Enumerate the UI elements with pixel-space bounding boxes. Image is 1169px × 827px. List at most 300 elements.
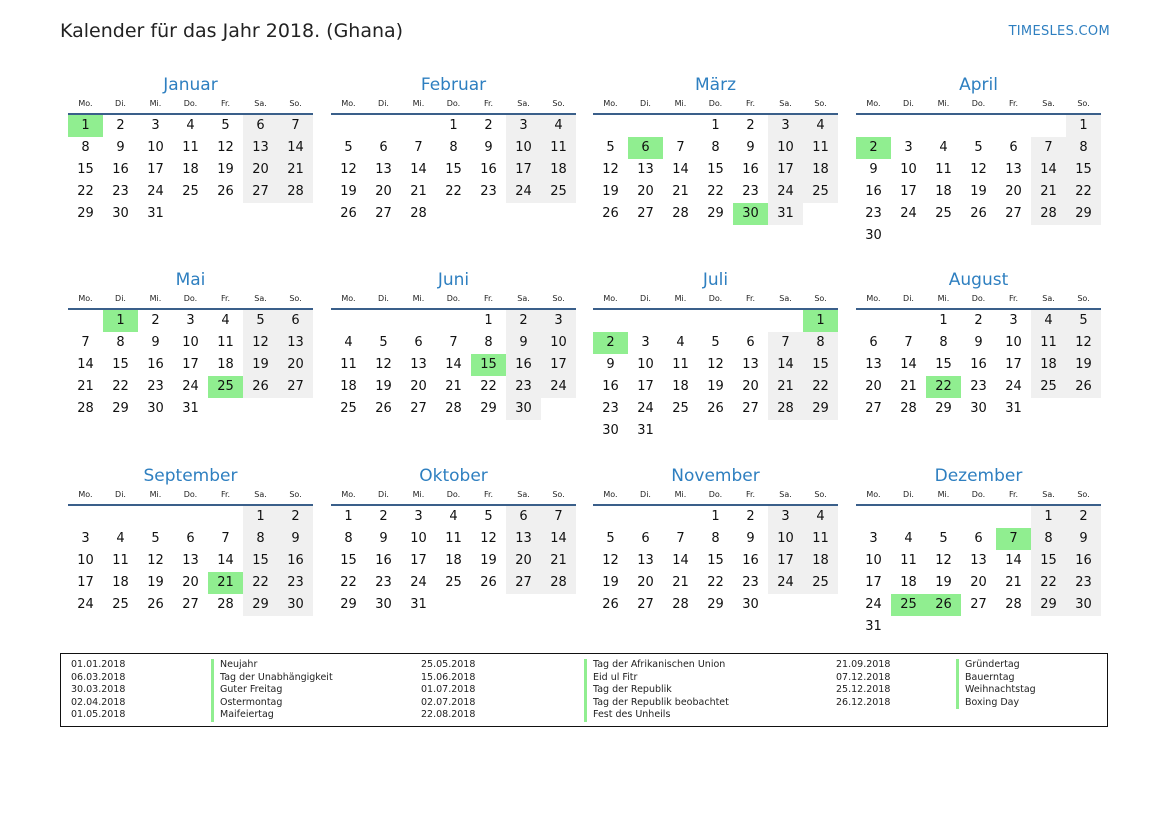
empty-cell bbox=[856, 115, 891, 137]
empty-cell bbox=[663, 115, 698, 137]
day-cell: 31 bbox=[1005, 401, 1022, 416]
weekday-label: Mo. bbox=[341, 490, 356, 499]
weekday-label: Mo. bbox=[78, 294, 93, 303]
legend-holiday-name: Tag der Republik bbox=[584, 684, 672, 697]
weekday-label: Do. bbox=[708, 294, 723, 303]
weekday-label: Di. bbox=[115, 294, 126, 303]
day-cell: 12 bbox=[1066, 332, 1101, 354]
day-cell: 19 bbox=[480, 553, 497, 568]
day-cell: 29 bbox=[480, 401, 497, 416]
day-cell: 25 bbox=[182, 184, 199, 199]
day-cell: 1 bbox=[939, 313, 948, 328]
day-cell: 20 bbox=[970, 575, 987, 590]
weekday-label: Fr. bbox=[1008, 490, 1019, 499]
day-cell: 4 bbox=[676, 335, 685, 350]
day-cell: 26 bbox=[480, 575, 497, 590]
empty-cell bbox=[926, 115, 961, 137]
day-cell: 23 bbox=[1066, 572, 1101, 594]
day-grid bbox=[331, 310, 576, 420]
legend-holiday-name: Tag der Unabhängigkeit bbox=[211, 672, 333, 685]
day-cell: 25 bbox=[935, 206, 952, 221]
weekday-label: Fr. bbox=[745, 294, 756, 303]
day-cell: 10 bbox=[900, 162, 917, 177]
day-cell: 14 bbox=[278, 137, 313, 159]
day-cell: 2 bbox=[116, 118, 125, 133]
day-cell: 26 bbox=[243, 376, 278, 398]
empty-cell bbox=[891, 506, 926, 528]
day-cell: 18 bbox=[803, 159, 838, 181]
empty-cell bbox=[961, 506, 996, 528]
day-cell: 22 bbox=[803, 376, 838, 398]
legend-date: 01.07.2018 bbox=[421, 684, 476, 696]
weekday-header bbox=[593, 488, 838, 506]
day-cell: 26 bbox=[217, 184, 234, 199]
empty-cell bbox=[68, 310, 103, 332]
weekday-header bbox=[331, 97, 576, 115]
day-cell: 12 bbox=[217, 140, 234, 155]
weekday-label: Sa. bbox=[254, 490, 267, 499]
weekday-label: Mo. bbox=[866, 490, 881, 499]
day-cell: 1 bbox=[711, 509, 720, 524]
day-cell: 26 bbox=[707, 401, 724, 416]
day-cell: 16 bbox=[278, 550, 313, 572]
day-cell: 30 bbox=[742, 597, 759, 612]
legend-date: 01.01.2018 bbox=[71, 659, 126, 670]
empty-cell bbox=[926, 506, 961, 528]
day-cell: 14 bbox=[445, 357, 462, 372]
empty-cell bbox=[891, 310, 926, 332]
empty-cell bbox=[331, 310, 366, 332]
month-name: Juli bbox=[702, 270, 729, 290]
day-cell: 25 bbox=[445, 575, 462, 590]
day-cell: 10 bbox=[182, 335, 199, 350]
day-cell: 18 bbox=[112, 575, 129, 590]
day-cell: 15 bbox=[445, 162, 462, 177]
day-cell: 30 bbox=[970, 401, 987, 416]
empty-cell bbox=[401, 310, 436, 332]
day-cell: 24 bbox=[410, 575, 427, 590]
weekday-label: So. bbox=[289, 490, 302, 499]
day-cell: 31 bbox=[410, 597, 427, 612]
day-cell: 4 bbox=[116, 531, 125, 546]
day-cell: 23 bbox=[112, 184, 129, 199]
day-cell: 9 bbox=[151, 335, 160, 350]
day-cell: 28 bbox=[410, 206, 427, 221]
weekday-label: Sa. bbox=[1042, 294, 1055, 303]
day-cell: 9 bbox=[506, 332, 541, 354]
weekday-label: So. bbox=[814, 294, 827, 303]
day-cell: 25 bbox=[112, 597, 129, 612]
day-cell: 11 bbox=[900, 553, 917, 568]
weekday-header bbox=[331, 488, 576, 506]
weekday-label: Mi. bbox=[149, 490, 162, 499]
empty-cell bbox=[961, 115, 996, 137]
weekday-label: Do. bbox=[446, 99, 461, 108]
weekday-label: Sa. bbox=[779, 99, 792, 108]
day-cell: 6 bbox=[974, 531, 983, 546]
legend-date: 30.03.2018 bbox=[71, 684, 126, 696]
empty-cell bbox=[436, 310, 471, 332]
day-cell: 9 bbox=[278, 528, 313, 550]
weekday-label: Mo. bbox=[78, 99, 93, 108]
day-cell: 26 bbox=[340, 206, 357, 221]
day-cell: 23 bbox=[742, 184, 759, 199]
day-cell: 13 bbox=[410, 357, 427, 372]
day-cell: 14 bbox=[1005, 553, 1022, 568]
day-cell: 19 bbox=[935, 575, 952, 590]
day-cell: 17 bbox=[900, 184, 917, 199]
month-name: Mai bbox=[175, 270, 206, 290]
day-cell: 12 bbox=[707, 357, 724, 372]
day-cell: 18 bbox=[541, 159, 576, 181]
day-cell: 11 bbox=[445, 531, 462, 546]
day-cell: 10 bbox=[865, 553, 882, 568]
day-cell: 13 bbox=[637, 162, 654, 177]
day-cell: 22 bbox=[112, 379, 129, 394]
day-cell: 28 bbox=[77, 401, 94, 416]
day-cell: 27 bbox=[243, 181, 278, 203]
weekday-label: Fr. bbox=[745, 490, 756, 499]
day-cell: 15 bbox=[1031, 550, 1066, 572]
day-cell: 28 bbox=[541, 572, 576, 594]
day-cell: 22 bbox=[77, 184, 94, 199]
day-cell: 26 bbox=[147, 597, 164, 612]
day-cell: 19 bbox=[147, 575, 164, 590]
day-cell: 20 bbox=[1005, 184, 1022, 199]
day-cell: 7 bbox=[414, 140, 423, 155]
day-cell: 8 bbox=[449, 140, 458, 155]
day-cell: 8 bbox=[81, 140, 90, 155]
month-name: März bbox=[695, 75, 736, 95]
day-cell: 24 bbox=[865, 597, 882, 612]
day-cell: 6 bbox=[506, 506, 541, 528]
day-cell: 13 bbox=[1005, 162, 1022, 177]
empty-cell bbox=[138, 506, 173, 528]
weekday-label: Mi. bbox=[412, 294, 425, 303]
day-cell: 21 bbox=[1031, 181, 1066, 203]
day-cell: 22 bbox=[707, 184, 724, 199]
day-cell: 4 bbox=[803, 506, 838, 528]
day-cell: 23 bbox=[480, 184, 497, 199]
month-name: September bbox=[143, 466, 238, 486]
weekday-label: So. bbox=[289, 99, 302, 108]
holiday-day-cell: 1 bbox=[803, 310, 838, 332]
day-cell: 20 bbox=[410, 379, 427, 394]
day-cell: 24 bbox=[637, 401, 654, 416]
day-cell: 20 bbox=[375, 184, 392, 199]
day-cell: 8 bbox=[803, 332, 838, 354]
day-cell: 21 bbox=[278, 159, 313, 181]
day-cell: 16 bbox=[602, 379, 619, 394]
day-cell: 10 bbox=[768, 137, 803, 159]
day-cell: 27 bbox=[637, 206, 654, 221]
day-cell: 19 bbox=[602, 184, 619, 199]
day-cell: 16 bbox=[865, 184, 882, 199]
legend-holiday-name: Eid ul Fitr bbox=[584, 672, 637, 685]
day-cell: 13 bbox=[637, 553, 654, 568]
day-cell: 29 bbox=[1066, 203, 1101, 225]
day-cell: 11 bbox=[340, 357, 357, 372]
month-block bbox=[856, 268, 1101, 420]
legend-date: 22.08.2018 bbox=[421, 709, 476, 721]
day-cell: 12 bbox=[935, 553, 952, 568]
day-cell: 25 bbox=[672, 401, 689, 416]
legend-holiday-name: Boxing Day bbox=[956, 697, 1019, 710]
weekday-label: Di. bbox=[378, 99, 389, 108]
legend-holiday-name: Fest des Unheils bbox=[584, 709, 670, 722]
day-cell: 14 bbox=[1031, 159, 1066, 181]
day-cell: 21 bbox=[900, 379, 917, 394]
month-name: August bbox=[948, 270, 1009, 290]
weekday-label: Mo. bbox=[78, 490, 93, 499]
day-cell: 18 bbox=[900, 575, 917, 590]
day-cell: 6 bbox=[1009, 140, 1018, 155]
weekday-header bbox=[593, 97, 838, 115]
day-cell: 18 bbox=[1031, 354, 1066, 376]
day-cell: 2 bbox=[1066, 506, 1101, 528]
empty-cell bbox=[173, 506, 208, 528]
empty-cell bbox=[401, 115, 436, 137]
weekday-label: So. bbox=[1077, 99, 1090, 108]
day-cell: 23 bbox=[147, 379, 164, 394]
day-cell: 18 bbox=[672, 379, 689, 394]
day-cell: 13 bbox=[243, 137, 278, 159]
day-cell: 14 bbox=[217, 553, 234, 568]
day-cell: 26 bbox=[970, 206, 987, 221]
day-cell: 20 bbox=[506, 550, 541, 572]
day-cell: 16 bbox=[970, 357, 987, 372]
weekday-label: Mi. bbox=[674, 99, 687, 108]
day-cell: 5 bbox=[606, 531, 615, 546]
weekday-label: So. bbox=[552, 490, 565, 499]
holiday-day-cell: 21 bbox=[208, 572, 243, 594]
day-cell: 29 bbox=[1031, 594, 1066, 616]
day-cell: 19 bbox=[243, 354, 278, 376]
day-cell: 11 bbox=[541, 137, 576, 159]
brand-link[interactable]: TIMESLES.COM bbox=[1008, 24, 1110, 39]
weekday-label: Mo. bbox=[603, 490, 618, 499]
day-cell: 21 bbox=[1005, 575, 1022, 590]
day-cell: 5 bbox=[974, 140, 983, 155]
day-cell: 29 bbox=[243, 594, 278, 616]
day-cell: 7 bbox=[541, 506, 576, 528]
empty-cell bbox=[891, 115, 926, 137]
day-cell: 30 bbox=[278, 594, 313, 616]
legend-date: 26.12.2018 bbox=[836, 696, 891, 708]
day-cell: 3 bbox=[768, 506, 803, 528]
legend-holiday-name: Tag der Afrikanischen Union bbox=[584, 659, 725, 672]
day-cell: 19 bbox=[340, 184, 357, 199]
empty-cell bbox=[996, 115, 1031, 137]
day-cell: 22 bbox=[480, 379, 497, 394]
day-cell: 27 bbox=[1005, 206, 1022, 221]
day-cell: 27 bbox=[375, 206, 392, 221]
weekday-label: Sa. bbox=[1042, 99, 1055, 108]
weekday-header bbox=[856, 292, 1101, 310]
day-cell: 30 bbox=[375, 597, 392, 612]
day-cell: 10 bbox=[637, 357, 654, 372]
weekday-label: Mi. bbox=[674, 294, 687, 303]
day-cell: 5 bbox=[939, 531, 948, 546]
day-grid bbox=[593, 506, 838, 616]
weekday-label: So. bbox=[814, 490, 827, 499]
day-cell: 1 bbox=[1031, 506, 1066, 528]
weekday-label: Mo. bbox=[866, 99, 881, 108]
day-cell: 8 bbox=[939, 335, 948, 350]
day-cell: 27 bbox=[742, 401, 759, 416]
day-cell: 7 bbox=[449, 335, 458, 350]
day-cell: 30 bbox=[865, 228, 882, 243]
day-cell: 24 bbox=[147, 184, 164, 199]
day-cell: 26 bbox=[1066, 376, 1101, 398]
month-block bbox=[331, 268, 576, 420]
day-cell: 13 bbox=[278, 332, 313, 354]
weekday-label: Sa. bbox=[254, 294, 267, 303]
weekday-label: Mi. bbox=[149, 99, 162, 108]
day-cell: 3 bbox=[541, 310, 576, 332]
day-cell: 1 bbox=[484, 313, 493, 328]
day-cell: 24 bbox=[900, 206, 917, 221]
day-cell: 16 bbox=[147, 357, 164, 372]
day-cell: 5 bbox=[243, 310, 278, 332]
weekday-label: Di. bbox=[640, 294, 651, 303]
weekday-label: Do. bbox=[183, 99, 198, 108]
weekday-label: Di. bbox=[903, 99, 914, 108]
weekday-label: Mo. bbox=[603, 294, 618, 303]
day-cell: 3 bbox=[151, 118, 160, 133]
day-cell: 21 bbox=[445, 379, 462, 394]
weekday-label: Sa. bbox=[517, 99, 530, 108]
weekday-header bbox=[68, 97, 313, 115]
weekday-label: Mo. bbox=[603, 99, 618, 108]
day-cell: 13 bbox=[182, 553, 199, 568]
day-cell: 1 bbox=[243, 506, 278, 528]
day-cell: 12 bbox=[340, 162, 357, 177]
day-cell: 1 bbox=[1066, 115, 1101, 137]
day-cell: 17 bbox=[768, 159, 803, 181]
day-cell: 19 bbox=[707, 379, 724, 394]
holiday-day-cell: 26 bbox=[926, 594, 961, 616]
day-cell: 8 bbox=[116, 335, 125, 350]
empty-cell bbox=[628, 310, 663, 332]
empty-cell bbox=[68, 506, 103, 528]
weekday-label: Di. bbox=[115, 99, 126, 108]
day-cell: 28 bbox=[672, 597, 689, 612]
day-cell: 31 bbox=[637, 423, 654, 438]
day-cell: 5 bbox=[379, 335, 388, 350]
day-cell: 16 bbox=[742, 162, 759, 177]
day-cell: 15 bbox=[707, 553, 724, 568]
day-cell: 28 bbox=[672, 206, 689, 221]
day-cell: 2 bbox=[506, 310, 541, 332]
day-cell: 22 bbox=[1066, 181, 1101, 203]
weekday-label: Do. bbox=[183, 294, 198, 303]
day-cell: 6 bbox=[243, 115, 278, 137]
holiday-day-cell: 15 bbox=[471, 354, 506, 376]
day-cell: 20 bbox=[243, 159, 278, 181]
day-cell: 6 bbox=[869, 335, 878, 350]
day-cell: 11 bbox=[182, 140, 199, 155]
weekday-label: Mo. bbox=[341, 99, 356, 108]
day-cell: 15 bbox=[935, 357, 952, 372]
day-cell: 8 bbox=[711, 531, 720, 546]
day-cell: 13 bbox=[375, 162, 392, 177]
weekday-label: Di. bbox=[115, 490, 126, 499]
month-name: April bbox=[959, 75, 998, 95]
legend-date: 01.05.2018 bbox=[71, 709, 126, 721]
day-cell: 6 bbox=[414, 335, 423, 350]
day-cell: 4 bbox=[803, 115, 838, 137]
day-cell: 11 bbox=[1031, 332, 1066, 354]
day-cell: 10 bbox=[1005, 335, 1022, 350]
holiday-day-cell: 25 bbox=[208, 376, 243, 398]
day-cell: 26 bbox=[602, 206, 619, 221]
day-cell: 25 bbox=[1031, 376, 1066, 398]
weekday-label: Fr. bbox=[220, 294, 231, 303]
legend-holiday-name: Tag der Republik beobachtet bbox=[584, 697, 729, 710]
day-cell: 13 bbox=[506, 528, 541, 550]
day-cell: 21 bbox=[410, 184, 427, 199]
day-cell: 12 bbox=[147, 553, 164, 568]
page-title: Kalender für das Jahr 2018. (Ghana) bbox=[60, 20, 404, 42]
holiday-day-cell: 25 bbox=[891, 594, 926, 616]
weekday-label: So. bbox=[1077, 490, 1090, 499]
empty-cell bbox=[663, 506, 698, 528]
weekday-label: Fr. bbox=[483, 99, 494, 108]
day-cell: 27 bbox=[970, 597, 987, 612]
weekday-header bbox=[68, 292, 313, 310]
day-cell: 29 bbox=[707, 597, 724, 612]
month-block bbox=[331, 464, 576, 616]
day-cell: 16 bbox=[506, 354, 541, 376]
weekday-label: So. bbox=[552, 294, 565, 303]
legend-date: 02.04.2018 bbox=[71, 696, 126, 708]
day-cell: 23 bbox=[602, 401, 619, 416]
month-block bbox=[331, 73, 576, 225]
empty-cell bbox=[856, 506, 891, 528]
day-cell: 2 bbox=[746, 509, 755, 524]
day-cell: 28 bbox=[278, 181, 313, 203]
day-cell: 7 bbox=[676, 531, 685, 546]
day-cell: 14 bbox=[672, 162, 689, 177]
day-cell: 3 bbox=[1009, 313, 1018, 328]
day-cell: 24 bbox=[768, 181, 803, 203]
day-cell: 21 bbox=[672, 575, 689, 590]
day-grid bbox=[68, 506, 313, 616]
day-cell: 5 bbox=[711, 335, 720, 350]
day-cell: 19 bbox=[375, 379, 392, 394]
day-cell: 14 bbox=[768, 354, 803, 376]
day-cell: 16 bbox=[375, 553, 392, 568]
month-block bbox=[856, 73, 1101, 247]
day-cell: 5 bbox=[606, 140, 615, 155]
day-cell: 20 bbox=[278, 354, 313, 376]
weekday-label: Fr. bbox=[220, 490, 231, 499]
day-cell: 12 bbox=[602, 553, 619, 568]
day-cell: 31 bbox=[147, 206, 164, 221]
day-cell: 1 bbox=[449, 118, 458, 133]
empty-cell bbox=[331, 115, 366, 137]
weekday-label: Mo. bbox=[341, 294, 356, 303]
day-cell: 24 bbox=[1005, 379, 1022, 394]
holiday-day-cell: 1 bbox=[103, 310, 138, 332]
legend-holiday-name: Neujahr bbox=[211, 659, 257, 672]
day-cell: 17 bbox=[506, 159, 541, 181]
day-cell: 5 bbox=[221, 118, 230, 133]
day-cell: 16 bbox=[742, 553, 759, 568]
day-cell: 26 bbox=[602, 597, 619, 612]
day-cell: 7 bbox=[278, 115, 313, 137]
